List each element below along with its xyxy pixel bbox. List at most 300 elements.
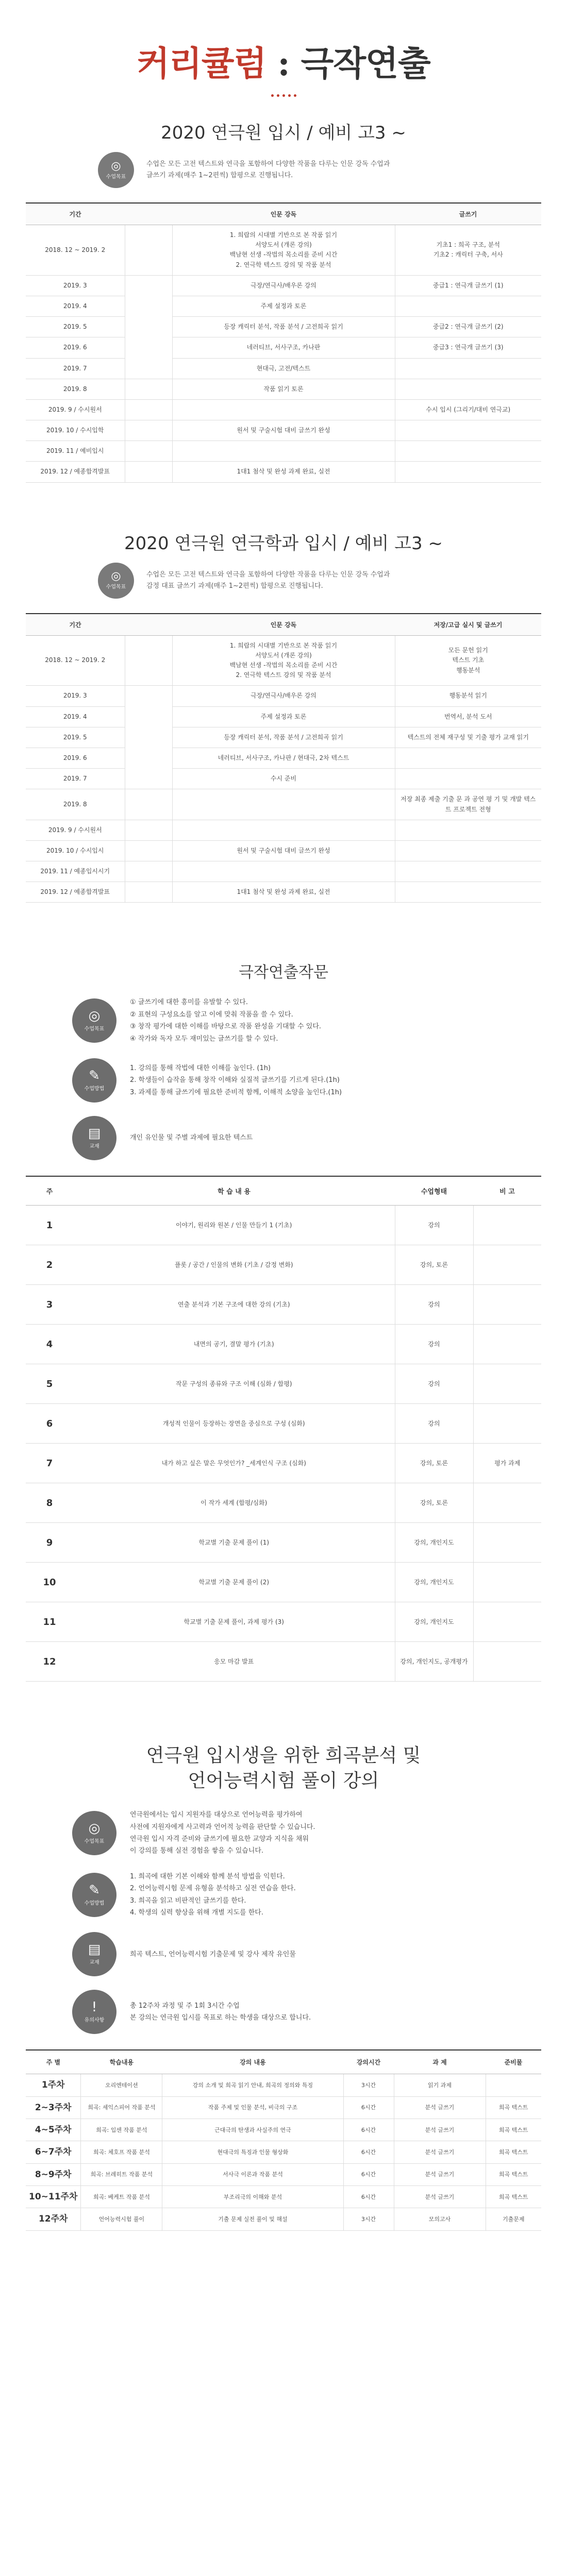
time-cell: 6시간 [343, 2096, 394, 2119]
week-cell: 1주차 [26, 2074, 81, 2096]
section4-title-line2: 언어능력시험 풀이 강의 [188, 1770, 379, 1791]
period-cell: 2019. 11 / 예비입시 [26, 441, 125, 462]
time-cell: 6시간 [343, 2141, 394, 2163]
week-number: 12 [26, 1642, 73, 1682]
table-row [26, 337, 541, 358]
week-cell: 6~7주차 [26, 2141, 81, 2163]
week-number: 11 [26, 1602, 73, 1642]
writing-cell: 중급1 : 연극개 글쓰기 (1) [395, 275, 541, 296]
table-row [26, 882, 541, 903]
task-cell: 읽기 과제 [394, 2074, 486, 2096]
table-row [26, 2096, 541, 2119]
col-blank [125, 614, 172, 636]
writing-cell [395, 462, 541, 482]
week-number: 2 [26, 1245, 73, 1285]
week-cell: 10~11주차 [26, 2186, 81, 2208]
target-icon: ◎ [88, 1820, 101, 1836]
writing-cell [395, 441, 541, 462]
reading-cell: 주제 설정과 토론 [172, 706, 395, 727]
table-row [26, 789, 541, 820]
section1-title: 2020 연극원 입시 / 예비 고3 ~ [161, 123, 406, 143]
curriculum-table [26, 1176, 541, 1682]
blank-cell [125, 462, 172, 482]
reading-cell: 네러티브, 서사구조, 카나판 / 현대극, 2차 텍스트 [172, 748, 395, 768]
target-icon: ◎ [111, 159, 121, 173]
blank-cell [125, 420, 172, 441]
point-text [130, 1871, 296, 1919]
table-row [26, 2119, 541, 2141]
col-writing: 저장/고급 실시 및 글쓰기 [395, 614, 541, 636]
form-cell: 강의, 개인지도 [395, 1523, 473, 1563]
table-row [26, 420, 541, 441]
point-line: 이 강의를 통해 실전 경험을 쌓을 수 있습니다. [130, 1847, 264, 1855]
section1-intro-text [146, 159, 390, 181]
point-line: 4. 학생의 실력 향상을 위해 개별 지도를 한다. [130, 1908, 263, 1917]
topic-cell: 희곡: 브레히트 작품 분석 [81, 2163, 162, 2185]
form-cell: 강의, 개인지도 [395, 1563, 473, 1602]
period-cell: 2019. 6 [26, 748, 125, 768]
point-line: 사전에 지원자에게 사고력과 언어적 능력을 판단할 수 있습니다. [130, 1823, 315, 1831]
title-dots [0, 94, 567, 97]
point-text [130, 1062, 342, 1098]
prep-cell: 희곡 텍스트 [486, 2163, 541, 2185]
period-cell: 2019. 6 [26, 337, 125, 358]
point-line: 1. 강의를 통해 작법에 대한 이해를 높인다. (1h) [130, 1064, 271, 1072]
table-row [26, 706, 541, 727]
time-cell: 3시간 [343, 2208, 394, 2230]
badge-label: 교재 [89, 1960, 99, 1966]
prep-cell: 희곡 텍스트 [486, 2119, 541, 2141]
table-row [26, 2074, 541, 2096]
week-number: 6 [26, 1404, 73, 1444]
point-block [72, 1871, 495, 1919]
table-row [26, 1444, 541, 1483]
reading-cell: 1. 희랍의 시대별 기반으로 본 작품 읽기 서양도서 (개론 강의) 백남현 선생 -작법의 목소리를 준비 시간 2. 연극학 텍스트 강의 및 작품 분석 [172, 225, 395, 276]
table-row [26, 1642, 541, 1682]
task-cell: 분석 글쓰기 [394, 2119, 486, 2141]
point-text [130, 2000, 311, 2024]
table-row [26, 1206, 541, 1245]
period-cell: 2019. 10 / 수시입시 [26, 840, 125, 861]
writing-cell: 수시 입시 (그리기/대비 연극교) [395, 399, 541, 420]
time-cell: 6시간 [343, 2163, 394, 2185]
form-cell: 강의, 토론 [395, 1444, 473, 1483]
note-cell [473, 1523, 541, 1563]
title-separator: : [277, 43, 290, 83]
form-cell: 강의, 토론 [395, 1483, 473, 1523]
point-block [72, 996, 495, 1045]
blank-cell [125, 820, 172, 840]
point-badge [72, 1811, 116, 1855]
target-icon: ◎ [88, 1008, 101, 1024]
note-cell [473, 1245, 541, 1285]
period-cell: 2019. 9 / 수시원서 [26, 820, 125, 840]
content-cell: 이야기, 원리와 원본 / 인물 만들기 1 (기초) [73, 1206, 395, 1245]
point-badge [72, 1932, 116, 1976]
prep-cell: 희곡 텍스트 [486, 2141, 541, 2163]
point-line: 2. 학생들이 습작을 통해 창작 이해와 실질적 글쓰기를 기르게 된다.(1h) [130, 1076, 340, 1084]
writing-cell [395, 882, 541, 903]
reading-cell [172, 399, 395, 420]
point-line: 희곡 텍스트, 언어능력시험 기출문제 및 강사 제작 유인물 [130, 1950, 296, 1958]
table-row [26, 840, 541, 861]
blank-cell [125, 840, 172, 861]
point-line: 3. 희곡을 읽고 비판적인 글쓰기를 한다. [130, 1896, 246, 1905]
task-cell: 분석 글쓰기 [394, 2096, 486, 2119]
pencil-icon: ✎ [89, 1882, 100, 1898]
week-cell: 12주차 [26, 2208, 81, 2230]
prep-cell: 기출문제 [486, 2208, 541, 2230]
table-row [26, 225, 541, 276]
writing-cell [395, 820, 541, 840]
section2-table [26, 613, 541, 903]
reading-cell [172, 789, 395, 820]
content-cell: 이 작가 세계 (합평/심화) [73, 1483, 395, 1523]
note-cell [473, 1364, 541, 1404]
writing-cell [395, 769, 541, 789]
section2-badge [98, 563, 134, 599]
content-cell: 개성적 인물이 등장하는 장면을 중심으로 구성 (심화) [73, 1404, 395, 1444]
col-form: 수업형태 [395, 1176, 473, 1206]
form-cell: 강의 [395, 1325, 473, 1364]
point-badge [72, 1058, 116, 1103]
note-cell [473, 1602, 541, 1642]
pencil-icon: ✎ [89, 1068, 100, 1083]
point-line: ① 글쓰기에 대한 흥미를 유발할 수 있다. [130, 998, 248, 1007]
section1-intro [98, 152, 469, 188]
period-cell: 2019. 12 / 예종합격발표 [26, 882, 125, 903]
blank-cell [125, 882, 172, 903]
period-cell: 2019. 8 [26, 789, 125, 820]
topic-cell: 언어능력시험 풀이 [81, 2208, 162, 2230]
reading-cell: 원서 및 구술시험 대비 글쓰기 완성 [172, 840, 395, 861]
writing-cell: 텍스트의 전체 재구성 및 기출 평가 교재 읽기 [395, 727, 541, 748]
section4-title [0, 1743, 567, 1793]
point-text [130, 996, 321, 1045]
reading-cell: 1대1 첨삭 및 완성 과제 완료, 실전 [172, 462, 395, 482]
reading-cell: 네러티브, 서사구조, 카나판 [172, 337, 395, 358]
table-row [26, 748, 541, 768]
section1-badge [98, 152, 134, 188]
period-cell: 2019. 10 / 수시입학 [26, 420, 125, 441]
table-row [26, 2141, 541, 2163]
content-cell: 작문 구성의 종류와 구조 이해 (심화 / 합평) [73, 1364, 395, 1404]
topic-cell: 희곡: 셰익스피어 작품 분석 [81, 2096, 162, 2119]
week-cell: 4~5주차 [26, 2119, 81, 2141]
book-icon: ▤ [88, 1126, 101, 1141]
table-row [26, 441, 541, 462]
table-row [26, 379, 541, 399]
week-number: 1 [26, 1206, 73, 1245]
col-task: 과 제 [394, 2050, 486, 2074]
reading-cell: 작품 읽기 토론 [172, 379, 395, 399]
time-cell: 6시간 [343, 2186, 394, 2208]
table-row [26, 635, 541, 686]
content-cell: 근대극의 탄생과 사실주의 연극 [162, 2119, 343, 2141]
table-row [26, 1563, 541, 1602]
period-cell: 2019. 3 [26, 686, 125, 706]
note-cell [473, 1642, 541, 1682]
content-cell: 학교별 기출 문제 풀이 (2) [73, 1563, 395, 1602]
table-row [26, 1325, 541, 1364]
section2-intro [98, 563, 469, 599]
period-cell: 2019. 11 / 예종입시시기 [26, 861, 125, 882]
reading-cell: 1대1 첨삭 및 완성 과제 완료, 실전 [172, 882, 395, 903]
point-block [72, 1809, 495, 1857]
writing-cell [395, 840, 541, 861]
week-number: 8 [26, 1483, 73, 1523]
table-row [26, 275, 541, 296]
prep-cell: 희곡 텍스트 [486, 2096, 541, 2119]
form-cell: 강의 [395, 1206, 473, 1245]
task-cell: 분석 글쓰기 [394, 2186, 486, 2208]
group-cell [125, 686, 172, 789]
table-row [26, 861, 541, 882]
note-cell: 평가 과제 [473, 1444, 541, 1483]
form-cell: 강의 [395, 1364, 473, 1404]
topic-cell: 희곡: 입센 작품 분석 [81, 2119, 162, 2141]
col-period: 기간 [26, 614, 125, 636]
col-prep: 준비물 [486, 2050, 541, 2074]
intro-line: 감정 대표 글쓰기 과제(매주 1~2편씩) 합평으로 진행됩니다. [146, 582, 323, 590]
content-cell: 플롯 / 공간 / 인물의 변화 (기초 / 감정 변화) [73, 1245, 395, 1285]
reading-cell: 1. 희랍의 시대별 기반으로 본 작품 읽기 서양도서 (개론 강의) 백남현 선생 -작법의 목소리를 준비 시간 2. 연극학 텍스트 강의 및 작품 분석 [172, 635, 395, 686]
point-badge [72, 998, 116, 1043]
week-cell: 8~9주차 [26, 2163, 81, 2185]
badge-label: 수업방법 [84, 1086, 105, 1092]
writing-cell: 중급2 : 연극개 글쓰기 (2) [395, 317, 541, 337]
point-line: 3. 과제를 통해 글쓰기에 필요한 준비적 함께, 이해적 소양을 높인다.(1h) [130, 1088, 342, 1096]
weekly-schedule-table [26, 2049, 541, 2230]
table-row [26, 769, 541, 789]
reading-cell [172, 820, 395, 840]
reading-cell: 등장 캐릭터 분석, 작품 분석 / 고전희곡 읽기 [172, 727, 395, 748]
blank-cell [125, 441, 172, 462]
page-title [0, 36, 567, 85]
badge-label: 수업목표 [84, 1838, 105, 1844]
week-number: 7 [26, 1444, 73, 1483]
point-line: 본 강의는 연극원 입시를 목표로 하는 학생을 대상으로 합니다. [130, 2014, 311, 2022]
time-cell: 6시간 [343, 2119, 394, 2141]
table-row [26, 1523, 541, 1563]
point-badge [72, 1873, 116, 1917]
target-icon: ◎ [111, 570, 121, 583]
col-content: 강의 내용 [162, 2050, 343, 2074]
book-icon: ▤ [88, 1942, 101, 1958]
table-row [26, 296, 541, 316]
reading-cell: 등장 캐릭터 분석, 작품 분석 / 고전희곡 읽기 [172, 317, 395, 337]
table-row [26, 1602, 541, 1642]
writing-cell [395, 748, 541, 768]
writing-cell: 기초1 : 희곡 구조, 분석 기초2 : 캐릭터 구축, 서사 [395, 225, 541, 276]
section4-title-line1: 연극원 입시생을 위한 희곡분석 및 [146, 1745, 421, 1766]
col-time: 강의시간 [343, 2050, 394, 2074]
table-row [26, 1404, 541, 1444]
group-cell [125, 275, 172, 379]
table-row [26, 2208, 541, 2230]
task-cell: 분석 글쓰기 [394, 2141, 486, 2163]
note-cell [473, 1483, 541, 1523]
period-cell: 2019. 5 [26, 317, 125, 337]
period-cell: 2019. 12 / 예종합격발표 [26, 462, 125, 482]
content-cell: 작품 주제 및 인물 분석, 비극의 구조 [162, 2096, 343, 2119]
col-period: 기간 [26, 203, 125, 225]
writing-cell [395, 861, 541, 882]
week-number: 4 [26, 1325, 73, 1364]
form-cell: 강의, 개인지도 [395, 1602, 473, 1642]
badge-label: 유의사항 [84, 2018, 105, 2024]
title-part1: 커리큘럼 [137, 43, 266, 83]
time-cell: 3시간 [343, 2074, 394, 2096]
reading-cell: 원서 및 구술시험 대비 글쓰기 완성 [172, 420, 395, 441]
prep-cell [486, 2074, 541, 2096]
content-cell: 응모 마감 발표 [73, 1642, 395, 1682]
writing-cell: 모든 문헌 읽기 텍스트 기초 행동분석 [395, 635, 541, 686]
content-cell: 기출 문제 실전 풀이 및 해설 [162, 2208, 343, 2230]
topic-cell: 오리엔테이션 [81, 2074, 162, 2096]
point-block [72, 1932, 495, 1976]
writing-cell [395, 358, 541, 379]
period-cell: 2019. 4 [26, 706, 125, 727]
table-row [26, 686, 541, 706]
week-number: 10 [26, 1563, 73, 1602]
content-cell: 서사극 이론과 작품 분석 [162, 2163, 343, 2185]
section2-intro-text [146, 569, 390, 592]
table-row [26, 1285, 541, 1325]
reading-cell: 현대극, 고전/텍스트 [172, 358, 395, 379]
point-text [130, 1948, 296, 1960]
point-line: 개인 유인물 및 주별 과제에 필요한 텍스트 [130, 1134, 253, 1142]
point-line: ④ 작가와 독자 모두 재미있는 글쓰기를 할 수 있다. [130, 1035, 278, 1043]
writing-cell: 저장 최종 제출 기출 문 과 공연 평 기 및 개발 텍스트 프로젝트 전형 [395, 789, 541, 820]
blank-cell [125, 635, 172, 686]
point-block [72, 1116, 495, 1160]
note-cell [473, 1563, 541, 1602]
point-line: 연극원 입시 자격 준비와 글쓰기에 필요한 교양과 지식을 채워 [130, 1835, 309, 1843]
point-line: 총 12주차 과정 및 주 1회 3시간 수업 [130, 2002, 240, 2010]
point-badge [72, 1116, 116, 1160]
reading-cell: 주제 설정과 토론 [172, 296, 395, 316]
writing-cell: 중급3 : 연극개 글쓰기 (3) [395, 337, 541, 358]
form-cell: 강의, 개인지도, 공개평가 [395, 1642, 473, 1682]
prep-cell: 희곡 텍스트 [486, 2186, 541, 2208]
content-cell: 학교별 기출 문제 풀이 (1) [73, 1523, 395, 1563]
form-cell: 강의 [395, 1285, 473, 1325]
col-writing: 글쓰기 [395, 203, 541, 225]
col-week: 주 [26, 1176, 73, 1206]
intro-line: 수업은 모든 고전 텍스트와 연극을 포함하여 다양한 작품을 다루는 인문 강독 수업과 [146, 570, 390, 579]
point-badge [72, 1990, 116, 2034]
reading-cell: 극장/연극사/배우론 강의 [172, 686, 395, 706]
period-cell: 2018. 12 ~ 2019. 2 [26, 635, 125, 686]
week-cell: 2~3주차 [26, 2096, 81, 2119]
topic-cell: 희곡: 체호프 작품 분석 [81, 2141, 162, 2163]
form-cell: 강의 [395, 1404, 473, 1444]
note-cell [473, 1325, 541, 1364]
reading-cell [172, 441, 395, 462]
alert-icon: ! [91, 1999, 97, 2015]
content-cell: 내가 하고 싶은 말은 무엇인가? _세계인식 구조 (심화) [73, 1444, 395, 1483]
point-line: 연극원에서는 입시 지원자를 대상으로 언어능력을 평가하여 [130, 1811, 303, 1819]
table-row [26, 727, 541, 748]
title-part2: 극작연출 [301, 43, 430, 83]
col-week: 주 별 [26, 2050, 81, 2074]
table-row [26, 820, 541, 840]
content-cell: 내면의 공기, 결말 평가 (기초) [73, 1325, 395, 1364]
badge-label: 수업목표 [84, 1026, 105, 1032]
table-row [26, 1364, 541, 1404]
table-row [26, 1483, 541, 1523]
section3-title: 극작연출작문 [239, 963, 328, 982]
period-cell: 2019. 7 [26, 769, 125, 789]
badge-label: 교재 [89, 1144, 99, 1149]
intro-line: 수업은 모든 고전 텍스트와 연극을 포함하여 다양한 작품을 다루는 인문 강독 수업과 [146, 160, 390, 168]
reading-cell: 극장/연극사/배우론 강의 [172, 275, 395, 296]
table-row [26, 1245, 541, 1285]
section1-table [26, 202, 541, 483]
badge-label: 수업방법 [84, 1900, 105, 1906]
week-number: 9 [26, 1523, 73, 1563]
writing-cell [395, 379, 541, 399]
col-reading: 인문 강독 [172, 203, 395, 225]
intro-line: 글쓰기 과제(매주 1~2편씩) 합평으로 진행됩니다. [146, 172, 293, 179]
blank-cell [125, 399, 172, 420]
note-cell [473, 1285, 541, 1325]
point-line: ② 표현의 구성요소를 알고 이에 맞춰 작품을 쓸 수 있다. [130, 1010, 293, 1019]
topic-cell: 희곡: 베케트 작품 분석 [81, 2186, 162, 2208]
blank-cell [125, 861, 172, 882]
content-cell: 강의 소개 및 희곡 읽기 안내, 희곡의 정의와 특징 [162, 2074, 343, 2096]
task-cell: 분석 글쓰기 [394, 2163, 486, 2185]
table-row [26, 2163, 541, 2185]
content-cell: 현대극의 특징과 인물 형상화 [162, 2141, 343, 2163]
point-block [72, 1058, 495, 1103]
writing-cell [395, 420, 541, 441]
form-cell: 강의, 토론 [395, 1245, 473, 1285]
col-content: 학 습 내 용 [73, 1176, 395, 1206]
content-cell: 연출 분석과 기본 구조에 대한 강의 (기초) [73, 1285, 395, 1325]
writing-cell [395, 296, 541, 316]
hero-header [0, 0, 567, 98]
period-cell: 2019. 8 [26, 379, 125, 399]
blank-cell [125, 225, 172, 276]
table-row [26, 358, 541, 379]
point-line: ③ 창작 평가에 대한 이해를 바탕으로 작품 완성을 기대할 수 있다. [130, 1023, 322, 1031]
writing-cell: 번역서, 분석 도서 [395, 706, 541, 727]
period-cell: 2019. 9 / 수시원서 [26, 399, 125, 420]
section2-title: 2020 연극원 연극학과 입시 / 예비 고3 ~ [124, 533, 443, 554]
period-cell: 2018. 12 ~ 2019. 2 [26, 225, 125, 276]
point-text [130, 1132, 253, 1144]
reading-cell: 수시 준비 [172, 769, 395, 789]
content-cell: 부조리극의 이해와 분석 [162, 2186, 343, 2208]
content-cell: 학교별 기출 문제 풀이, 과제 평가 (3) [73, 1602, 395, 1642]
col-topic: 학습내용 [81, 2050, 162, 2074]
blank-cell [125, 379, 172, 399]
point-block [72, 1990, 495, 2034]
badge-label: 수업목표 [106, 584, 126, 590]
note-cell [473, 1404, 541, 1444]
period-cell: 2019. 5 [26, 727, 125, 748]
blank-cell [125, 789, 172, 820]
point-line: 2. 언어능력시험 문제 유형을 분석하고 실전 연습을 한다. [130, 1885, 296, 1893]
week-number: 5 [26, 1364, 73, 1404]
period-cell: 2019. 7 [26, 358, 125, 379]
col-note: 비 고 [473, 1176, 541, 1206]
week-number: 3 [26, 1285, 73, 1325]
point-text [130, 1809, 315, 1857]
period-cell: 2019. 4 [26, 296, 125, 316]
